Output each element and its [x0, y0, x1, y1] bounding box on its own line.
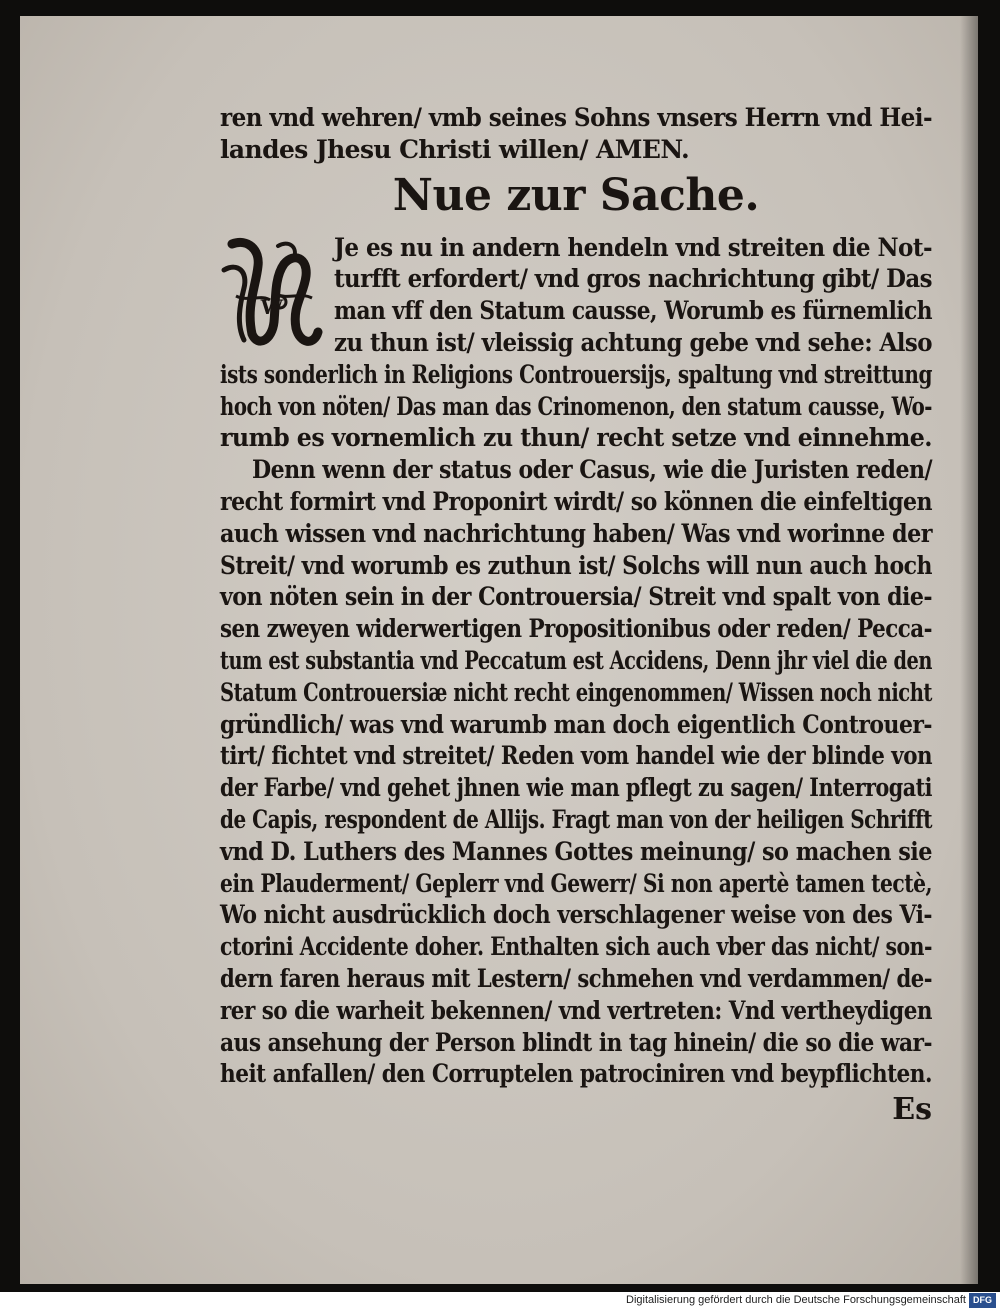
text-line: auch wissen vnd nachrichtung haben/ Was vnd worinne der: [220, 518, 932, 548]
text-line: rer so die warheit bekennen/ vnd vertreten: Vnd vertheydigen: [220, 995, 932, 1025]
text-line: man vff den Statum causse, Worumb es fürnemlich: [334, 296, 933, 326]
page-text: [220, 102, 932, 1130]
text-line: landes Jhesu Christi willen/ AMEN.: [220, 134, 690, 164]
text-line: Denn wenn der status oder Casus, wie die Juristen reden/: [252, 455, 932, 485]
text-line: turfft erfordert/ vnd gros nachrichtung gibt/ Das: [334, 264, 932, 294]
book-page: [20, 16, 978, 1284]
catchword: Es: [892, 1092, 932, 1128]
paragraph-1: [220, 232, 932, 455]
text-line: Wo nicht ausdrücklich doch verschlagener weise von des Vi-: [220, 900, 933, 930]
text-line: ists sonderlich in Religions Controuersijs, spaltung vnd streittung: [220, 359, 933, 389]
text-line: der Farbe/ vnd gehet jhnen wie man pflegt zu sagen/ Interrogati: [220, 773, 933, 803]
text-line: aus ansehung der Person blindt in tag hinein/ die so die war-: [220, 1027, 932, 1057]
footer-bar: [0, 1292, 1000, 1310]
text-line: rumb es vornemlich zu thun/ recht setze vnd einnehme.: [220, 423, 932, 453]
text-line: vnd D. Luthers des Mannes Gottes meinung/ so machen sie: [220, 836, 932, 866]
text-line: ren vnd wehren/ vmb seines Sohns vnsers Herrn vnd Hei-: [220, 103, 933, 132]
text-line: zu thun ist/ vleissig achtung gebe vnd sehe: Also: [334, 327, 933, 357]
text-line: sen zweyen widerwertigen Propositionibus oder reden/ Pecca-: [220, 614, 932, 644]
text-line: tirt/ fichtet vnd streitet/ Reden vom handel wie der blinde von: [220, 741, 933, 771]
paragraph-2: [220, 454, 932, 1090]
text-line: recht formirt vnd Proponirt wirdt/ so können die einfeltigen: [220, 486, 932, 516]
text-line: heit anfallen/ den Corruptelen patrociniren vnd beypflichten.: [220, 1059, 933, 1089]
drop-cap-ornament: [218, 236, 326, 354]
text-line: dern faren heraus mit Lestern/ schmehen vnd verdammen/ de-: [220, 963, 933, 993]
drop-cap-letter: W: [260, 294, 284, 319]
section-heading: Nue zur Sache.: [392, 169, 760, 221]
text-line: ctorini Accidente doher. Enthalten sich auch vber das nicht/ son-: [220, 932, 932, 962]
text-line: Streit/ vnd worumb es zuthun ist/ Solchs will nun auch hoch: [220, 550, 933, 580]
text-line: Statum Controuersiæ nicht recht eingenommen/ Wissen noch nicht: [220, 677, 932, 707]
text-line: de Capis, respondent de Allijs. Fragt man von der heiligen Schrifft: [220, 804, 933, 834]
text-line: von nöten sein in der Controuersia/ Streit vnd spalt von die-: [220, 582, 933, 612]
page-shadow: [960, 16, 978, 1284]
text-line: Je es nu in andern hendeln vnd streiten die Not-: [334, 232, 933, 262]
text-line: ein Plauderment/ Geplerr vnd Gewerr/ Si non apertè tamen tectè,: [220, 868, 933, 898]
text-line: gründlich/ was vnd warumb man doch eigentlich Controuer-: [220, 709, 932, 739]
text-line: hoch von nöten/ Das man das Crinomenon, den statum causse, Wo-: [220, 391, 932, 421]
dfg-logo: DFG: [969, 1293, 996, 1308]
text-line: tum est substantia vnd Peccatum est Accidens, Denn jhr viel die den: [220, 645, 932, 675]
funding-credit: Digitalisierung gefördert durch die Deutsche Forschungsgemeinschaft: [626, 1294, 966, 1306]
